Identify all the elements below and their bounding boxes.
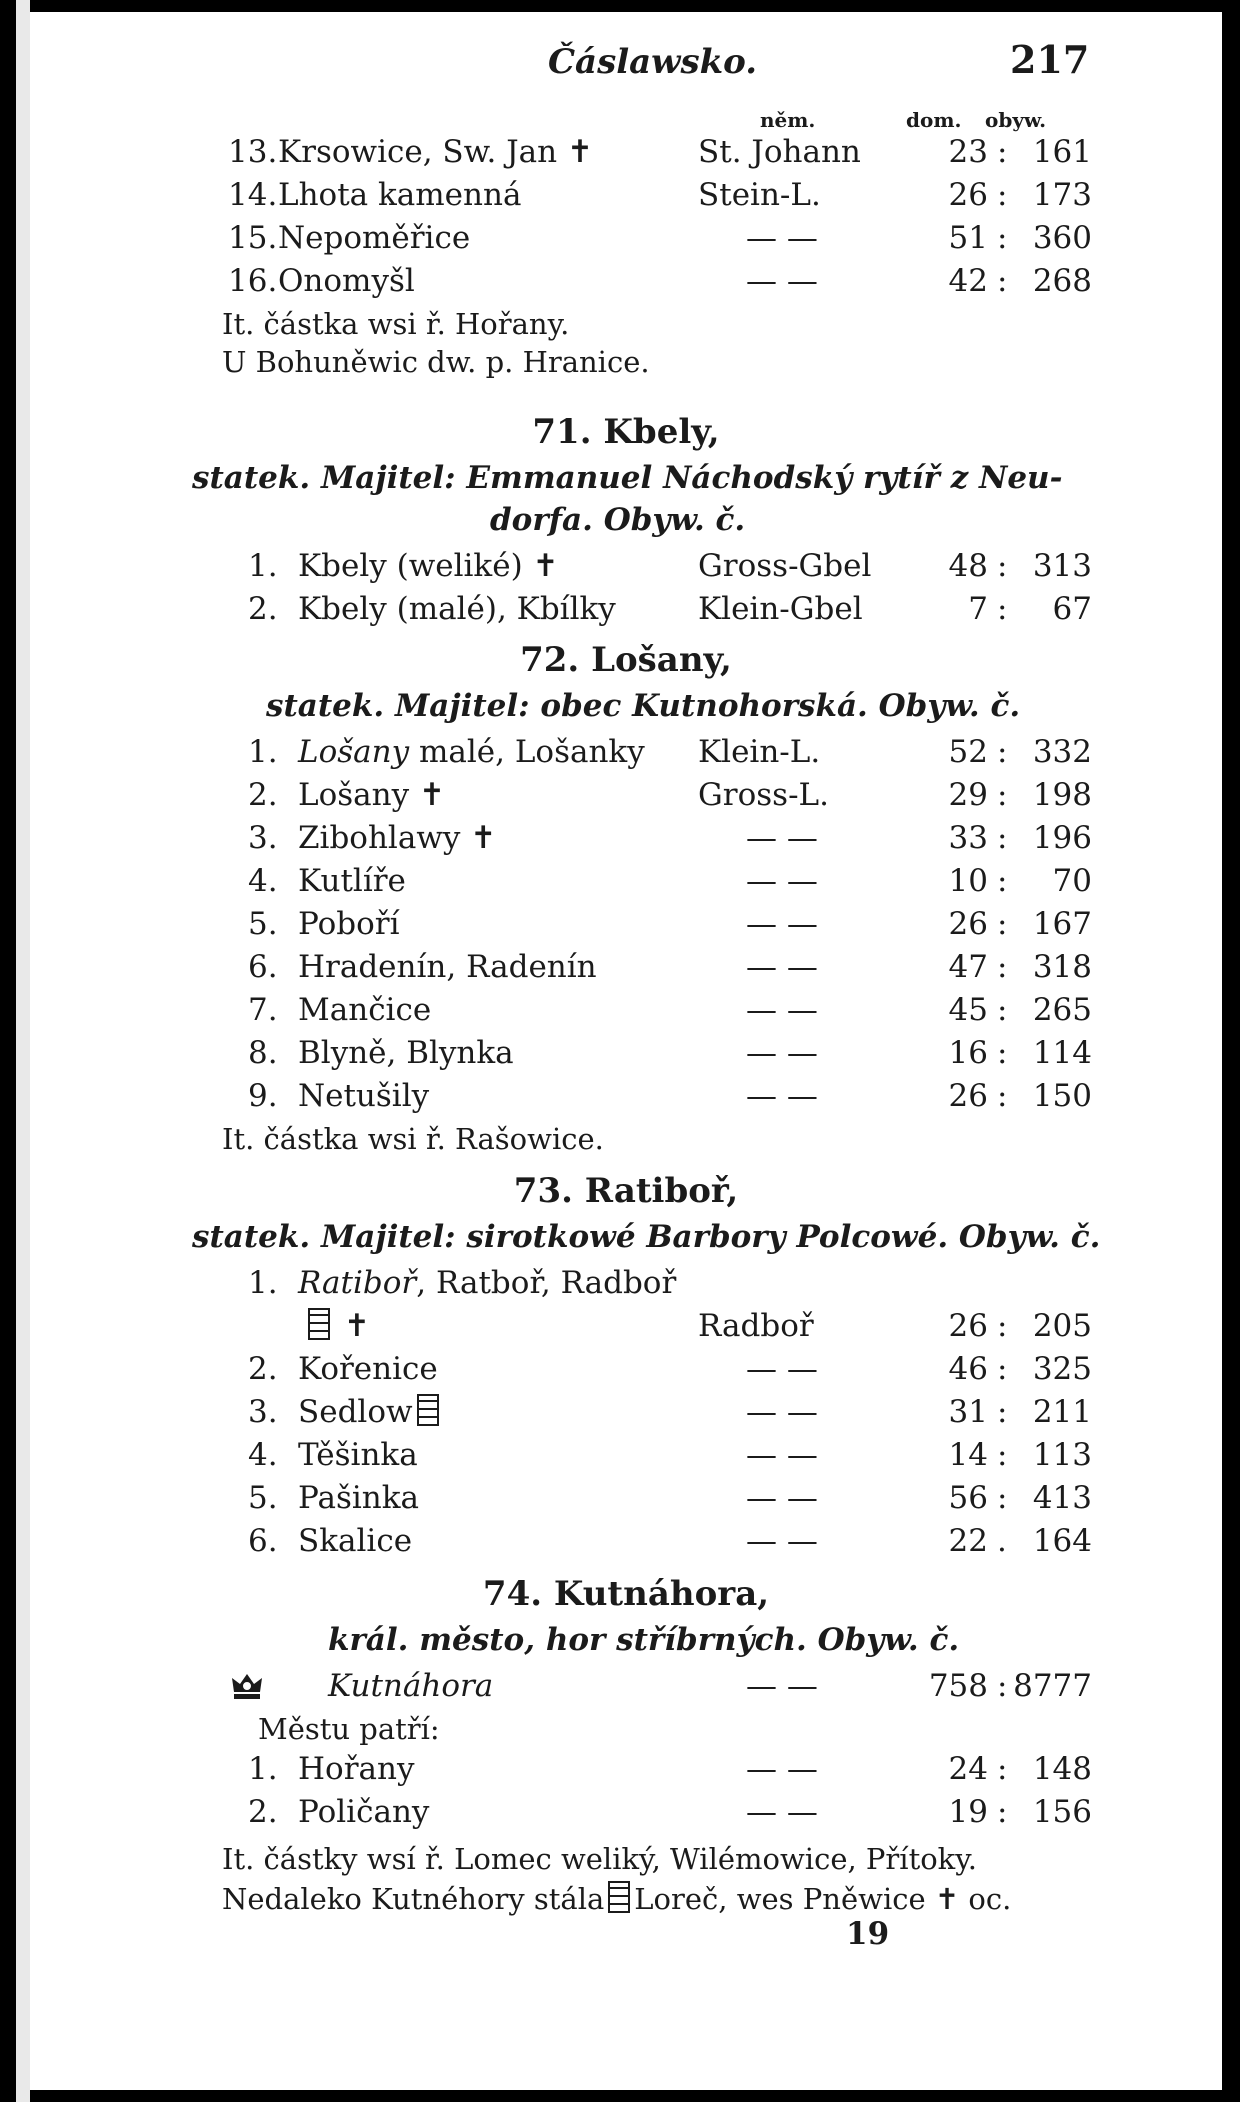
entry-village-name	[298, 775, 445, 815]
entry-separator: :	[997, 1035, 1008, 1071]
entry-house-count: 26	[948, 906, 988, 942]
entry-house-count: 52	[948, 734, 988, 770]
cross-icon: ✝	[566, 134, 593, 170]
entry-village-name	[298, 1076, 429, 1116]
section-description: dorfa. Obyw. č.	[490, 502, 746, 538]
entry-separator: :	[997, 1308, 1008, 1344]
note-line: It. částka wsi ř. Hořany.	[222, 307, 570, 341]
entry-number: 4.	[248, 863, 278, 899]
entry-separator: :	[997, 1794, 1008, 1830]
entry-name-text: Nepoměřice	[278, 220, 471, 256]
entry-separator: :	[997, 591, 1008, 627]
printer-signature-number: 19	[846, 1916, 890, 1952]
entry-name-text: Kutlíře	[298, 863, 406, 899]
entry-population: 318	[1032, 949, 1092, 985]
entry-house-count: 26	[948, 1308, 988, 1344]
cross-icon: ✝	[418, 777, 445, 813]
entry-separator: :	[997, 134, 1008, 170]
book-page	[30, 12, 1222, 2090]
section-description: král. město, hor stříbrných. Obyw. č.	[328, 1622, 960, 1658]
running-header-title: Čáslawsko.	[548, 42, 758, 82]
entry-number: 6.	[248, 949, 278, 985]
entry-house-count: 42	[948, 263, 988, 299]
entry-german-name: Radboř	[698, 1308, 814, 1344]
entry-population: 113	[1032, 1437, 1092, 1473]
entry-house-count: 26	[948, 177, 988, 213]
entry-house-count: 46	[948, 1351, 988, 1387]
entry-village-name	[298, 990, 431, 1030]
entry-name-text: Poličany	[298, 1794, 430, 1830]
entry-population: 148	[1032, 1751, 1092, 1787]
entry-village-name	[298, 1478, 419, 1518]
note-text: ос.	[968, 1882, 1012, 1916]
entry-name-text: Hradenín, Radenín	[298, 949, 597, 985]
entry-separator: :	[997, 734, 1008, 770]
entry-german-name: — —	[746, 1078, 818, 1114]
tower-icon	[608, 1881, 630, 1913]
entry-population: 313	[1032, 548, 1092, 584]
entry-population: 173	[1032, 177, 1092, 213]
entry-village-name	[298, 1349, 438, 1389]
section-heading: 72. Lošany,	[520, 640, 732, 680]
tower-icon	[417, 1394, 439, 1426]
entry-german-name: Stein-L.	[698, 177, 821, 213]
note-line: It. částky wsí ř. Lomec weliký, Wilémowice, Přítoky.	[222, 1842, 978, 1876]
entry-number: 3.	[248, 1394, 278, 1430]
entry-name-text: Lhota kamenná	[278, 177, 522, 213]
entry-german-name: — —	[746, 220, 818, 256]
entry-separator: :	[997, 177, 1008, 213]
entry-separator: :	[997, 863, 1008, 899]
entry-separator: :	[997, 1751, 1008, 1787]
note-line	[222, 1879, 1011, 1919]
entry-population: 198	[1032, 777, 1092, 813]
note-line: It. částka wsi ř. Rašowice.	[222, 1122, 604, 1156]
entry-village-name	[298, 904, 400, 944]
entry-german-name: — —	[746, 992, 818, 1028]
entry-name-text: Kbely (malé), Kbílky	[298, 591, 616, 627]
entry-german-name: — —	[746, 906, 818, 942]
entry-village-name	[298, 1792, 429, 1832]
entry-village-name	[298, 1749, 414, 1789]
cross-icon: ✝	[532, 548, 559, 584]
entry-german-name: — —	[746, 1437, 818, 1473]
section-description: statek. Majitel: obec Kutnohorská. Obyw. č.	[266, 688, 1021, 724]
entry-village-name	[298, 1521, 412, 1561]
entry-german-name: — —	[746, 1394, 818, 1430]
entry-village-name	[278, 132, 593, 172]
entry-separator: :	[997, 992, 1008, 1028]
entry-house-count: 33	[948, 820, 988, 856]
entry-village-name	[298, 1392, 443, 1432]
entry-number: 2.	[248, 1351, 278, 1387]
note-line: U Bohuněwic dw. p. Hranice.	[222, 345, 650, 379]
entry-population: 265	[1032, 992, 1092, 1028]
entry-german-name: Gross-Gbel	[698, 548, 872, 584]
entry-house-count: 10	[948, 863, 988, 899]
entry-population: 114	[1032, 1035, 1092, 1071]
entry-separator: :	[997, 1078, 1008, 1114]
entry-population: 325	[1032, 1351, 1092, 1387]
entry-house-count: 51	[948, 220, 988, 256]
entry-name-text: Kořenice	[298, 1351, 438, 1387]
entry-german-name: St. Johann	[698, 134, 861, 170]
entry-house-count: 16	[948, 1035, 988, 1071]
page-number: 217	[1010, 37, 1090, 82]
royal-town-crown-icon	[230, 1666, 264, 1706]
entry-name-text: Zibohlawy	[298, 820, 461, 856]
entry-house-count: 7	[968, 591, 988, 627]
entry-number: 2.	[248, 1794, 278, 1830]
entry-number: 1.	[248, 548, 278, 584]
entry-name-italic: Kutnáhora	[328, 1668, 494, 1704]
section-description: statek. Majitel: Emmanuel Náchodský rytíř z Neu-	[192, 460, 1063, 496]
entry-village-name	[278, 218, 470, 258]
entry-separator: :	[997, 820, 1008, 856]
entry-name-text: Skalice	[298, 1523, 413, 1559]
entry-village-name	[298, 589, 616, 629]
entry-separator: :	[997, 1668, 1008, 1704]
entry-population: 70	[1052, 863, 1092, 899]
entry-name-text: Kbely (weliké)	[298, 548, 523, 584]
entry-german-name: — —	[746, 263, 818, 299]
entry-number: 1.	[248, 734, 278, 770]
entry-house-count: 19	[948, 1794, 988, 1830]
cross-icon: ✝	[343, 1308, 370, 1344]
entry-name-text: Sedlow	[298, 1394, 413, 1430]
entry-name-text: Mančice	[298, 992, 432, 1028]
entry-population: 67	[1052, 591, 1092, 627]
entry-separator: :	[997, 1480, 1008, 1516]
column-header-obyw: obyw.	[985, 108, 1047, 132]
entry-separator: .	[997, 1523, 1007, 1559]
entry-name-text: Blyně, Blynka	[298, 1035, 514, 1071]
entry-symbols	[304, 1306, 370, 1346]
entry-population: 167	[1032, 906, 1092, 942]
entry-population: 196	[1032, 820, 1092, 856]
entry-german-name: — —	[746, 1523, 818, 1559]
entry-number: 16.	[228, 263, 278, 299]
entry-village-name	[298, 861, 406, 901]
entry-house-count: 14	[948, 1437, 988, 1473]
entry-name-text: malé, Lošanky	[409, 734, 645, 770]
entry-number: 4.	[248, 1437, 278, 1473]
entry-village-name	[298, 732, 645, 772]
entry-name-italic: Ratiboř	[298, 1265, 417, 1301]
entry-house-count: 23	[948, 134, 988, 170]
subheading: Městu patří:	[258, 1712, 440, 1746]
entry-house-count: 758	[928, 1668, 988, 1704]
entry-population: 211	[1032, 1394, 1092, 1430]
entry-number: 9.	[248, 1078, 278, 1114]
entry-name-text: Onomyšl	[278, 263, 415, 299]
section-description: statek. Majitel: sirotkowé Barbory Polcowé. Obyw. č.	[192, 1219, 1101, 1255]
entry-name-text: Krsowice, Sw. Jan	[278, 134, 558, 170]
entry-population: 8777	[1013, 1668, 1092, 1704]
entry-separator: :	[997, 1351, 1008, 1387]
entry-separator: :	[997, 220, 1008, 256]
column-header-nem: něm.	[760, 108, 816, 132]
tower-icon	[308, 1308, 330, 1340]
entry-number: 5.	[248, 906, 278, 942]
entry-house-count: 48	[948, 548, 988, 584]
column-header-dom: dom.	[906, 108, 962, 132]
entry-german-name: Gross-L.	[698, 777, 829, 813]
entry-name-text: Pašinka	[298, 1480, 420, 1516]
entry-house-count: 45	[948, 992, 988, 1028]
entry-number: 14.	[228, 177, 278, 213]
entry-separator: :	[997, 1394, 1008, 1430]
book-spine-edge	[0, 0, 30, 2102]
entry-name-text: Lošany	[298, 777, 410, 813]
entry-house-count: 29	[948, 777, 988, 813]
entry-village-name	[298, 546, 559, 586]
entry-german-name: — —	[746, 1668, 818, 1704]
entry-name-text: Těšinka	[298, 1437, 418, 1473]
entry-number: 13.	[228, 134, 278, 170]
cross-icon: ✝	[470, 820, 497, 856]
entry-number: 6.	[248, 1523, 278, 1559]
entry-separator: :	[997, 949, 1008, 985]
cross-icon: ✝	[934, 1882, 960, 1916]
entry-number: 2.	[248, 777, 278, 813]
entry-population: 205	[1032, 1308, 1092, 1344]
entry-village-name	[328, 1666, 493, 1706]
entry-german-name: Klein-L.	[698, 734, 821, 770]
entry-house-count: 56	[948, 1480, 988, 1516]
section-heading: 73. Ratiboř,	[513, 1171, 739, 1211]
entry-population: 150	[1032, 1078, 1092, 1114]
entry-separator: :	[997, 1437, 1008, 1473]
entry-separator: :	[997, 906, 1008, 942]
entry-house-count: 22	[948, 1523, 988, 1559]
entry-german-name: Klein-Gbel	[698, 591, 863, 627]
entry-german-name: — —	[746, 863, 818, 899]
entry-german-name: — —	[746, 1794, 818, 1830]
section-heading: 71. Kbely,	[532, 412, 720, 452]
entry-number: 5.	[248, 1480, 278, 1516]
entry-village-name	[298, 947, 597, 987]
entry-village-name	[298, 1435, 418, 1475]
entry-population: 413	[1032, 1480, 1092, 1516]
entry-number: 7.	[248, 992, 278, 1028]
entry-village-name	[298, 1033, 514, 1073]
entry-german-name: — —	[746, 1035, 818, 1071]
entry-number: 8.	[248, 1035, 278, 1071]
entry-number: 1.	[248, 1751, 278, 1787]
entry-house-count: 47	[948, 949, 988, 985]
entry-population: 332	[1032, 734, 1092, 770]
entry-german-name: — —	[746, 1751, 818, 1787]
entry-name-italic: Lošany	[298, 734, 410, 770]
entry-population: 360	[1032, 220, 1092, 256]
entry-german-name: — —	[746, 820, 818, 856]
entry-number: 1.	[248, 1265, 278, 1301]
entry-population: 161	[1032, 134, 1092, 170]
entry-house-count: 26	[948, 1078, 988, 1114]
entry-village-name	[278, 175, 521, 215]
entry-number: 3.	[248, 820, 278, 856]
entry-village-name	[298, 1263, 676, 1303]
entry-population: 268	[1032, 263, 1092, 299]
note-text: Loreč, wes Pněwice	[634, 1882, 926, 1916]
entry-number: 15.	[228, 220, 278, 256]
entry-house-count: 31	[948, 1394, 988, 1430]
entry-name-text: Poboří	[298, 906, 400, 942]
entry-german-name: — —	[746, 949, 818, 985]
entry-name-text: Hořany	[298, 1751, 415, 1787]
entry-separator: :	[997, 263, 1008, 299]
note-text: Nedaleko Kutnéhory stála	[222, 1882, 605, 1916]
entry-village-name	[298, 818, 496, 858]
entry-name-text: Netušily	[298, 1078, 430, 1114]
entry-population: 164	[1032, 1523, 1092, 1559]
entry-population: 156	[1032, 1794, 1092, 1830]
section-heading: 74. Kutnáhora,	[482, 1574, 770, 1614]
entry-house-count: 24	[948, 1751, 988, 1787]
entry-number: 2.	[248, 591, 278, 627]
entry-village-name	[278, 261, 415, 301]
entry-name-text: , Ratboř, Radboř	[416, 1265, 677, 1301]
entry-separator: :	[997, 548, 1008, 584]
entry-separator: :	[997, 777, 1008, 813]
entry-german-name: — —	[746, 1351, 818, 1387]
entry-german-name: — —	[746, 1480, 818, 1516]
